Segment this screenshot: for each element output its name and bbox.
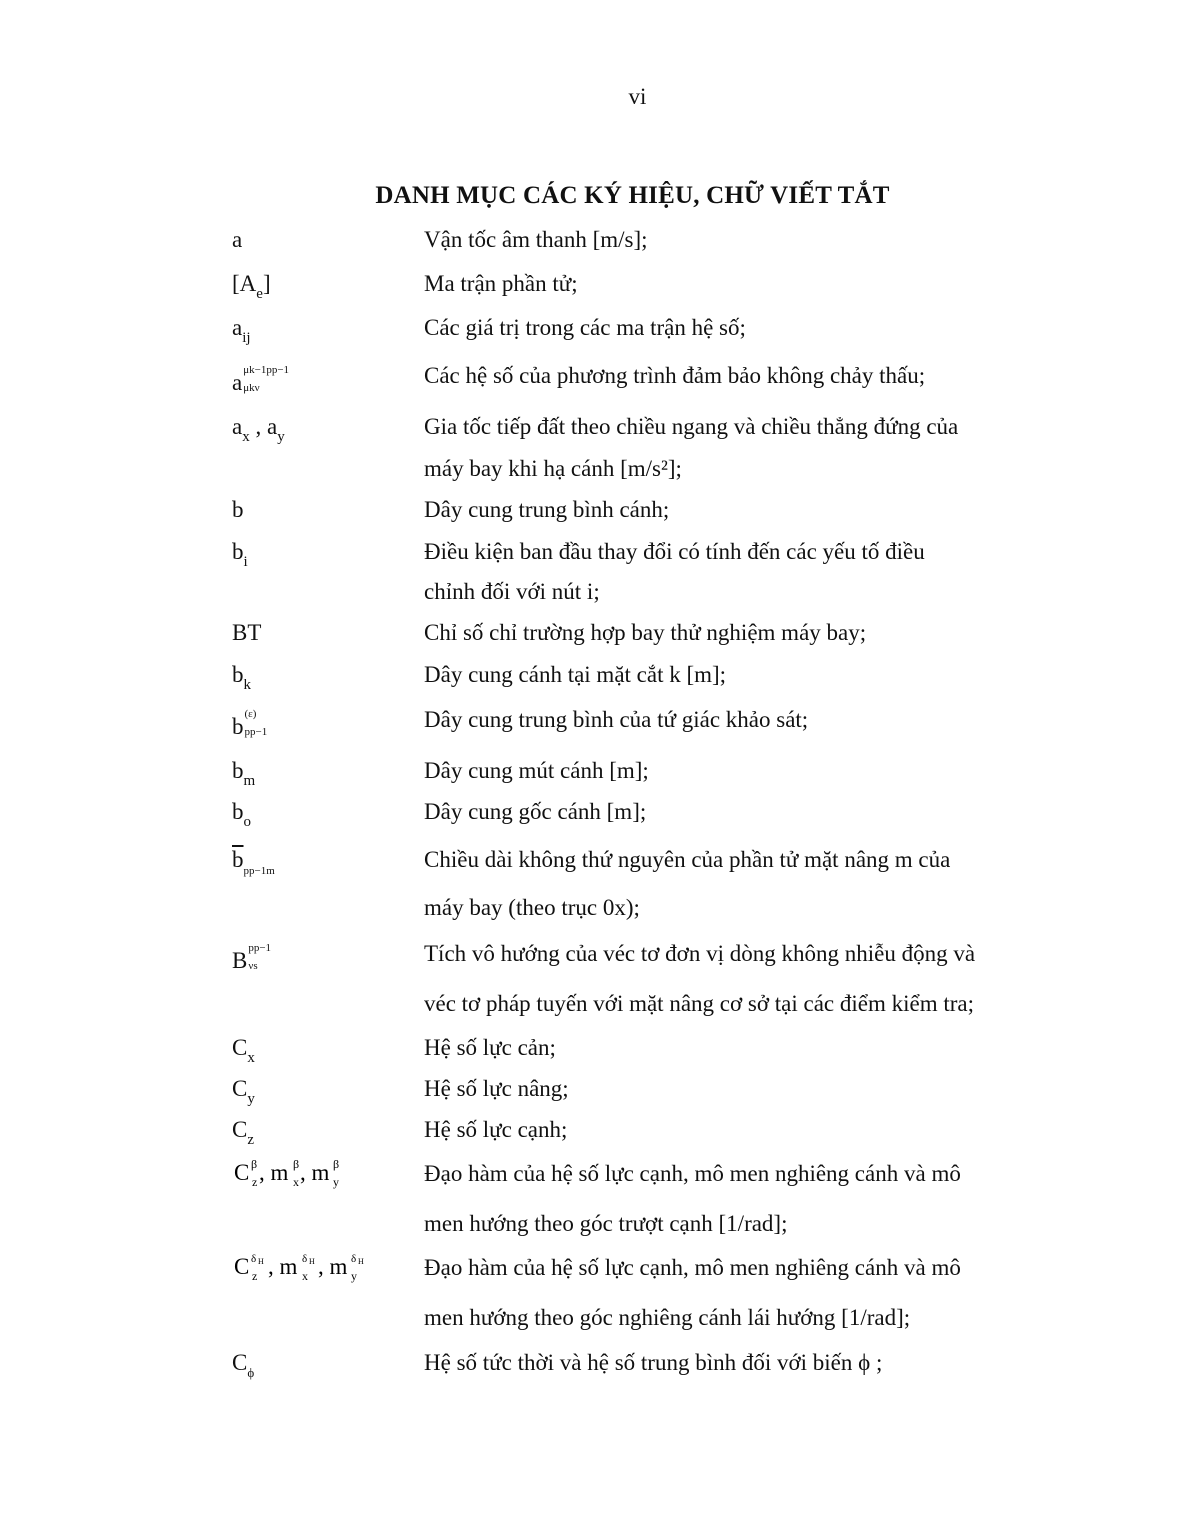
symbol: $b_o$: [232, 799, 251, 830]
description: Hệ số lực nâng;: [424, 1076, 569, 1101]
symbol: $\overline{b}_{pp-1m}$: [232, 847, 275, 877]
svg-text:, m: , m: [268, 1254, 298, 1279]
svg-text:δ: δ: [251, 1253, 257, 1265]
symbol: [232, 1157, 382, 1207]
description: Hệ số lực cản;: [424, 1035, 556, 1060]
svg-text:β: β: [333, 1157, 340, 1171]
svg-text:, m: , m: [300, 1160, 330, 1185]
description: Ma trận phần tử;: [424, 271, 578, 296]
svg-text:δ: δ: [351, 1253, 357, 1265]
symbol: $C_x$: [232, 1035, 255, 1066]
description: Dây cung cánh tại mặt cắt k [m];: [424, 662, 727, 687]
description: Chiều dài không thứ nguyên của phần tử mặt nâng m của máy bay (theo trục 0x);: [424, 847, 951, 920]
svg-text:, m: , m: [259, 1160, 289, 1185]
description: Dây cung trung bình cánh;: [424, 497, 670, 522]
symbol: $b_m$: [232, 758, 256, 789]
svg-text:H: H: [309, 1257, 315, 1266]
description: Các giá trị trong các ma trận hệ số;: [424, 315, 746, 340]
svg-text:β: β: [251, 1157, 258, 1171]
description: Vận tốc âm thanh [m/s];: [424, 227, 648, 252]
description: Tích vô hướng của véc tơ đơn vị dòng không nhiễu động và véc tơ pháp tuyến với mặt nâng cơ sở tại các điểm kiểm tra;: [424, 941, 976, 1016]
symbol: $b_i$: [232, 539, 248, 570]
symbol: [232, 1254, 392, 1301]
description: Dây cung mút cánh [m];: [424, 758, 649, 783]
symbol-formula: [232, 1156, 382, 1196]
svg-text:z: z: [252, 1269, 258, 1283]
symbol: b: [232, 497, 244, 522]
svg-text:y: y: [351, 1269, 357, 1283]
page-number: vi: [628, 84, 647, 109]
description: Điều kiện ban đầu thay đổi có tính đến các yếu tố điều chỉnh đối với nút i;: [424, 539, 925, 604]
symbol: B pp−1 νs: [232, 942, 272, 973]
symbol: $C_\phi$: [232, 1350, 255, 1380]
symbol: a μk−1pp−1 μkν: [232, 364, 290, 395]
page-title: DANH MỤC CÁC KÝ HIỆU, CHỮ VIẾT TẮT: [375, 182, 890, 209]
symbol: $C_y$: [232, 1076, 255, 1107]
svg-text:C: C: [234, 1160, 250, 1185]
description: Dây cung trung bình của tứ giác khảo sát;: [424, 707, 809, 732]
symbol: BT: [232, 620, 262, 645]
description: Gia tốc tiếp đất theo chiều ngang và chiều thẳng đứng của máy bay khi hạ cánh [m/s²];: [424, 414, 959, 481]
svg-text:z: z: [252, 1175, 258, 1189]
description: Chỉ số chỉ trường hợp bay thử nghiệm máy bay;: [424, 620, 867, 645]
svg-text:H: H: [358, 1257, 364, 1266]
description: Đạo hàm của hệ số lực cạnh, mô men nghiêng cánh và mô men hướng theo góc trượt cạnh [1/rad];: [424, 1161, 961, 1236]
description: Dây cung gốc cánh [m];: [424, 799, 647, 824]
svg-text:β: β: [293, 1157, 300, 1171]
svg-text:, m: , m: [318, 1254, 348, 1279]
symbol: $a_{ij}$: [232, 315, 251, 346]
symbol: $C_z$: [232, 1117, 255, 1148]
symbol: $a_x$ , $a_y$: [232, 414, 285, 445]
description: Hệ số lực cạnh;: [424, 1117, 568, 1142]
symbol: $[A_e]$: [232, 271, 271, 302]
svg-text:H: H: [258, 1257, 264, 1266]
symbol-formula: [232, 1250, 392, 1290]
description: Đạo hàm của hệ số lực cạnh, mô men nghiêng cánh và mô men hướng theo góc nghiêng cánh lái hướng [1/rad];: [424, 1255, 961, 1330]
svg-text:C: C: [234, 1254, 250, 1279]
symbol: b (ε) pp−1: [232, 708, 268, 739]
symbol: $b_k$: [232, 662, 251, 693]
svg-text:x: x: [293, 1175, 299, 1189]
svg-text:x: x: [302, 1269, 308, 1283]
description: Các hệ số của phương trình đảm bảo không chảy thấu;: [424, 363, 926, 388]
description: Hệ số tức thời và hệ số trung bình đối với biến ϕ ;: [424, 1350, 883, 1375]
symbol: a: [232, 227, 243, 252]
svg-text:δ: δ: [302, 1253, 308, 1265]
svg-text:y: y: [333, 1175, 339, 1189]
